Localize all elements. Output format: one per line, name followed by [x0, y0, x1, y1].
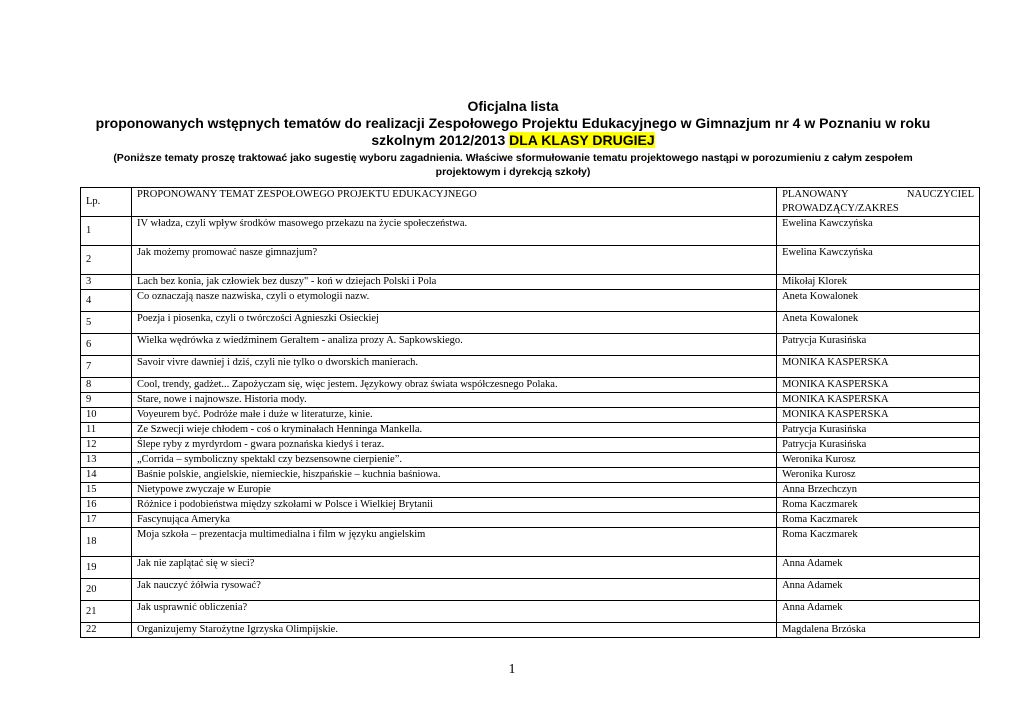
row-lp: 12 — [81, 438, 132, 453]
topics-table — [80, 187, 980, 638]
table-row — [81, 483, 980, 498]
header-teacher-word2: NAUCZYCIEL — [906, 189, 974, 200]
table-row — [81, 528, 980, 557]
row-teacher: Patrycja Kurasińska — [777, 423, 980, 438]
table-row — [81, 393, 980, 408]
table-row — [81, 453, 980, 468]
row-topic: Organizujemy Starożytne Igrzyska Olimpijskie. — [131, 623, 776, 638]
row-teacher: Ewelina Kawczyńska — [777, 246, 980, 275]
row-teacher: MONIKA KASPERSKA — [777, 393, 980, 408]
row-topic: Jak nauczyć żółwia rysować? — [131, 579, 776, 601]
row-topic: Jak nie zaplątać się w sieci? — [131, 557, 776, 579]
table-row — [81, 468, 980, 483]
row-lp: 7 — [81, 356, 132, 378]
row-topic: Savoir vivre dawniej i dziś, czyli nie tylko o dworskich manierach. — [131, 356, 776, 378]
row-teacher: Patrycja Kurasińska — [777, 438, 980, 453]
table-row — [81, 290, 980, 312]
row-teacher: Anna Adamek — [777, 579, 980, 601]
row-teacher: Anna Adamek — [777, 601, 980, 623]
subtitle-part2: roku szkolnym 2012/2013 — [371, 115, 931, 148]
row-topic: Ślepe ryby z myrdyrdom - gwara poznańska kiedyś i teraz. — [131, 438, 776, 453]
row-teacher: Magdalena Brzóska — [777, 623, 980, 638]
table-row — [81, 378, 980, 393]
row-teacher: Weronika Kurosz — [777, 468, 980, 483]
row-lp: 17 — [81, 513, 132, 528]
row-lp: 6 — [81, 334, 132, 356]
document-heading — [80, 98, 946, 179]
table-row — [81, 246, 980, 275]
row-teacher: Anna Adamek — [777, 557, 980, 579]
row-lp: 19 — [81, 557, 132, 579]
row-lp: 20 — [81, 579, 132, 601]
row-lp: 14 — [81, 468, 132, 483]
header-teacher-line2: PROWADZĄCY/ZAKRES — [782, 203, 899, 214]
table-row — [81, 275, 980, 290]
row-teacher: Anna Brzechczyn — [777, 483, 980, 498]
row-lp: 21 — [81, 601, 132, 623]
table-row — [81, 438, 980, 453]
row-topic: Jak usprawnić obliczenia? — [131, 601, 776, 623]
table-header-row — [81, 188, 980, 217]
row-teacher: Roma Kaczmarek — [777, 513, 980, 528]
row-teacher: Patrycja Kurasińska — [777, 334, 980, 356]
header-teacher — [777, 188, 980, 217]
row-lp: 9 — [81, 393, 132, 408]
table-row — [81, 579, 980, 601]
row-teacher: Weronika Kurosz — [777, 453, 980, 468]
document-title: Oficjalna lista — [467, 98, 559, 114]
table-row — [81, 623, 980, 638]
table-row — [81, 356, 980, 378]
row-lp: 8 — [81, 378, 132, 393]
row-teacher: Aneta Kowalonek — [777, 312, 980, 334]
row-teacher: Ewelina Kawczyńska — [777, 217, 980, 246]
table-row — [81, 423, 980, 438]
table-row — [81, 334, 980, 356]
row-topic: Poezja i piosenka, czyli o twórczości Agnieszki Osieckiej — [131, 312, 776, 334]
table-row — [81, 513, 980, 528]
row-topic: Voyeurem być. Podróże małe i duże w literaturze, kinie. — [131, 408, 776, 423]
document-subtitle — [80, 115, 946, 149]
class-highlight: DLA KLASY DRUGIEJ — [509, 132, 655, 148]
table-row — [81, 498, 980, 513]
row-topic: Lach bez konia, jak człowiek bez duszy" - koń w dziejach Polski i Pola — [131, 275, 776, 290]
page-number: 1 — [508, 662, 516, 677]
table-row — [81, 601, 980, 623]
row-topic: Wielka wędrówka z wiedźminem Geraltem - analiza prozy A. Sapkowskiego. — [131, 334, 776, 356]
row-teacher: MONIKA KASPERSKA — [777, 408, 980, 423]
row-lp: 22 — [81, 623, 132, 638]
row-topic: Baśnie polskie, angielskie, niemieckie, hiszpańskie – kuchnia baśniowa. — [131, 468, 776, 483]
row-teacher: Mikołaj Klorek — [777, 275, 980, 290]
table-row — [81, 408, 980, 423]
row-lp: 5 — [81, 312, 132, 334]
row-topic: Fascynująca Ameryka — [131, 513, 776, 528]
header-teacher-word1: PLANOWANY — [782, 189, 849, 200]
table-row — [81, 217, 980, 246]
header-lp: Lp. — [81, 188, 132, 217]
row-topic: Różnice i podobieństwa między szkołami w Polsce i Wielkiej Brytanii — [131, 498, 776, 513]
row-topic: Ze Szwecji wieje chłodem - coś o kryminałach Henninga Mankella. — [131, 423, 776, 438]
document-note: (Poniższe tematy proszę traktować jako sugestię wyboru zagadnienia. Właściwe sformułowanie tematu projektowego nastąpi w porozumieniu z całym zespołem projektowym i dyrekcją szkoły) — [113, 152, 913, 178]
row-lp: 3 — [81, 275, 132, 290]
header-topic: PROPONOWANY TEMAT ZESPOŁOWEGO PROJEKTU EDUKACYJNEGO — [131, 188, 776, 217]
row-topic: IV władza, czyli wpływ środków masowego przekazu na życie społeczeństwa. — [131, 217, 776, 246]
row-topic: Moja szkoła – prezentacja multimedialna i film w języku angielskim — [131, 528, 776, 557]
row-teacher: Aneta Kowalonek — [777, 290, 980, 312]
row-lp: 15 — [81, 483, 132, 498]
row-topic: Stare, nowe i najnowsze. Historia mody. — [131, 393, 776, 408]
row-lp: 10 — [81, 408, 132, 423]
row-topic: Nietypowe zwyczaje w Europie — [131, 483, 776, 498]
row-teacher: Roma Kaczmarek — [777, 528, 980, 557]
row-lp: 13 — [81, 453, 132, 468]
row-lp: 2 — [81, 246, 132, 275]
row-topic: Jak możemy promować nasze gimnazjum? — [131, 246, 776, 275]
row-topic: Co oznaczają nasze nazwiska, czyli o etymologii nazw. — [131, 290, 776, 312]
table-row — [81, 312, 980, 334]
row-lp: 18 — [81, 528, 132, 557]
row-lp: 1 — [81, 217, 132, 246]
row-teacher: MONIKA KASPERSKA — [777, 356, 980, 378]
row-lp: 16 — [81, 498, 132, 513]
row-teacher: Roma Kaczmarek — [777, 498, 980, 513]
row-topic: Cool, trendy, gadżet... Zapożyczam się, więc jestem. Językowy obraz świata współczesnego Polaka. — [131, 378, 776, 393]
table-row — [81, 557, 980, 579]
row-lp: 4 — [81, 290, 132, 312]
subtitle-part1: proponowanych wstępnych tematów do realizacji Zespołowego Projektu Edukacyjnego w Gimnazjum nr 4 w Poznaniu w — [95, 115, 897, 131]
row-topic: „Corrida – symboliczny spektakl czy bezsensowne cierpienie”. — [131, 453, 776, 468]
row-lp: 11 — [81, 423, 132, 438]
row-teacher: MONIKA KASPERSKA — [777, 378, 980, 393]
